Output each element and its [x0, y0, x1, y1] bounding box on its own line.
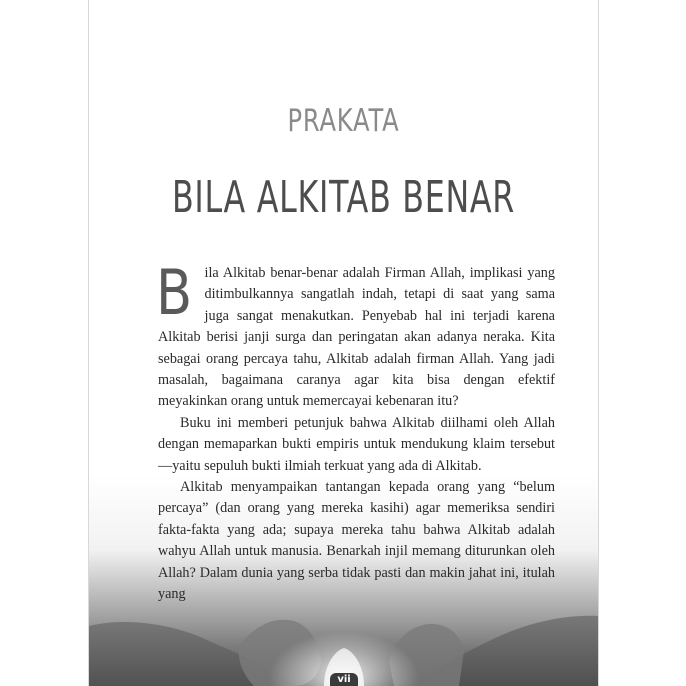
paragraph: Alkitab menyampaikan tantangan kepada orang yang “belum percaya” (dan orang yang mereka kasihi) agar memeriksa sendiri fakta-fakta yang ada; supaya mereka tahu bahwa Alkitab adalah wahyu Allah untuk manusia. Benarkah injil memang diturunkan oleh Allah? Dalam dunia yang serba tidak pasti dan makin jahat ini, itulah yang [158, 479, 555, 603]
section-label: PRAKATA [287, 103, 400, 139]
book-page [89, 0, 598, 686]
chapter-title: BILA ALKITAB BENAR [171, 172, 516, 223]
paragraph-text: ila Alkitab benar-benar adalah Firman Allah, implikasi yang ditimbulkannya sangatlah indah, tetapi di saat yang sama juga sangat menakutkan. Penyebab hal ini terjadi karena Alkitab berisi janji surga dan peringatan akan adanya neraka. Kita sebagai orang percaya tahu, Alkitab adalah firman Allah. Yang jadi masalah, bagaimana caranya agar kita bisa dengan efektif meyakinkan orang untuk memercayai kebenaran itu? [158, 265, 555, 410]
paragraph [156, 256, 555, 413]
page-number: vii [330, 673, 358, 686]
drop-cap: B [156, 256, 193, 329]
paragraph: Buku ini memberi petunjuk bahwa Alkitab diilhami oleh Allah dengan memaparkan bukti empiris untuk mendukung klaim tersebut—yaitu sepuluh bukti ilmiah terkuat yang ada di Alkitab. [158, 414, 555, 474]
body-text [156, 256, 555, 606]
